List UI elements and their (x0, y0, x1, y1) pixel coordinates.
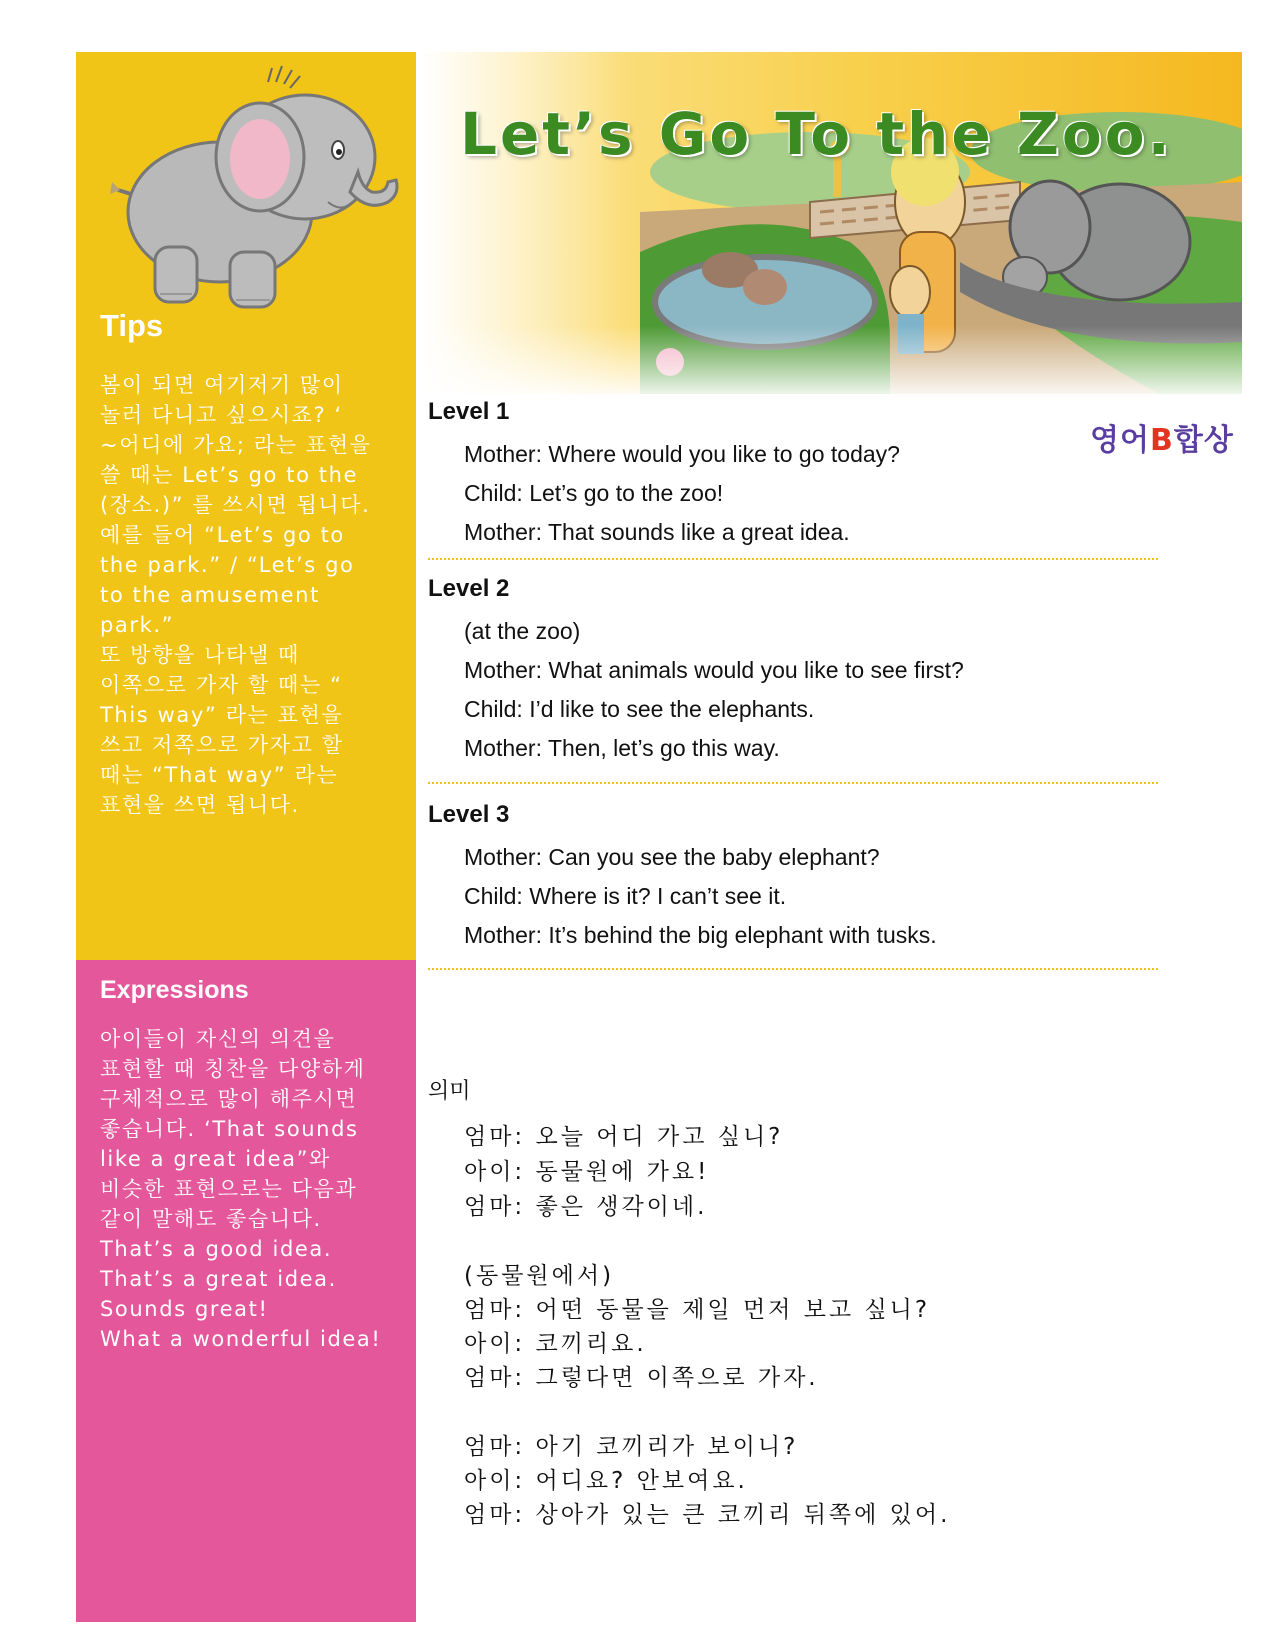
tips-line: (장소.)” 를 쓰시면 됩니다. (100, 493, 371, 517)
expressions-line: 비슷한 표현으로는 다음과 (100, 1177, 358, 1201)
divider (428, 782, 1158, 784)
tips-line: park.” (100, 613, 175, 637)
dialogue-line: Child: Where is it? I can’t see it. (464, 883, 787, 909)
level-3-heading: Level 3 (428, 801, 510, 828)
meaning-heading: 의미 (428, 1079, 471, 1104)
expressions-line: Sounds great! (100, 1297, 269, 1321)
divider (428, 558, 1158, 560)
divider (428, 968, 1158, 970)
meaning-line: 엄마: 좋은 생각이네. (464, 1194, 708, 1220)
logo (1090, 415, 1234, 459)
logo-text-part: 영어 (1090, 423, 1150, 458)
tips-heading: Tips (100, 308, 164, 343)
tips-line: 표현을 쓰면 됩니다. (100, 793, 300, 817)
tips-body (100, 370, 400, 820)
tips-line: 예를 들어 “Let’s go to (100, 523, 345, 547)
meaning-line: (동물원에서) (464, 1263, 615, 1289)
dialogue-line: Mother: It’s behind the big elephant with tusks. (464, 922, 937, 948)
dialogue-line: Mother: That sounds like a great idea. (464, 519, 850, 545)
dialogue-line: (at the zoo) (464, 618, 581, 644)
expressions-line: 아이들이 자신의 의견을 (100, 1027, 336, 1051)
tips-line: 놀러 다니고 싶으시죠? ‘ (100, 403, 343, 427)
tips-line: This way” 라는 표현을 (100, 703, 344, 727)
tips-line: the park.” / “Let’s go (100, 553, 355, 577)
dialogue-line: Child: I’d like to see the elephants. (464, 696, 815, 722)
meaning-line: 엄마: 오늘 어디 가고 싶니? (464, 1124, 784, 1150)
expressions-line: 표현할 때 칭찬을 다양하게 (100, 1057, 366, 1081)
logo-text-part: B (1149, 423, 1174, 458)
level-1-heading: Level 1 (428, 398, 510, 425)
meaning-line: 아이: 코끼리요. (464, 1331, 647, 1357)
tips-line: 이쪽으로 가자 할 때는 “ (100, 673, 343, 697)
meaning-line: 아이: 동물원에 가요! (464, 1159, 710, 1185)
page-title: Let’s Go To the Zoo. (460, 100, 1173, 168)
dialogue-line: Mother: Then, let’s go this way. (464, 735, 780, 761)
dialogue-line: Mother: What animals would you like to see first? (464, 657, 964, 683)
tips-line: 쓸 때는 Let’s go to the (100, 463, 359, 487)
meaning-line: 아이: 어디요? 안보여요. (464, 1468, 748, 1494)
tips-line: 때는 “That way” 라는 (100, 763, 339, 787)
elephant-illustration (100, 62, 410, 322)
meaning-line: 엄마: 아기 코끼리가 보이니? (464, 1434, 799, 1460)
meaning-line: 엄마: 그렇다면 이쪽으로 가자. (464, 1365, 819, 1391)
tips-line: 쓰고 저쪽으로 가자고 할 (100, 733, 344, 757)
tips-line: 봄이 되면 여기저기 많이 (100, 373, 344, 397)
expressions-line: 같이 말해도 좋습니다. (100, 1207, 322, 1231)
expressions-body (100, 1024, 400, 1354)
meaning-line: 엄마: 어떤 동물을 제일 먼저 보고 싶니? (464, 1297, 931, 1323)
logo-text-part: 합상 (1173, 423, 1234, 458)
level-2-heading: Level 2 (428, 575, 510, 602)
expressions-line: 좋습니다. ‘That sounds (100, 1117, 359, 1141)
tips-line: ~어디에 가요; 라는 표현을 (100, 433, 372, 457)
expressions-line: like a great idea”와 (100, 1147, 331, 1171)
expressions-line: What a wonderful idea! (100, 1327, 382, 1351)
meaning-line: 엄마: 상아가 있는 큰 코끼리 뒤쪽에 있어. (464, 1502, 951, 1528)
expressions-line: 구체적으로 많이 해주시면 (100, 1087, 358, 1111)
expressions-line: That’s a great idea. (100, 1267, 337, 1291)
dialogue-line: Mother: Where would you like to go today? (464, 441, 900, 467)
dialogue-line: Mother: Can you see the baby elephant? (464, 844, 880, 870)
dialogue-line: Child: Let’s go to the zoo! (464, 480, 724, 506)
tips-line: 또 방향을 나타낼 때 (100, 643, 300, 667)
expressions-heading: Expressions (100, 976, 249, 1004)
tips-line: to the amusement (100, 583, 320, 607)
expressions-line: That’s a good idea. (100, 1237, 333, 1261)
